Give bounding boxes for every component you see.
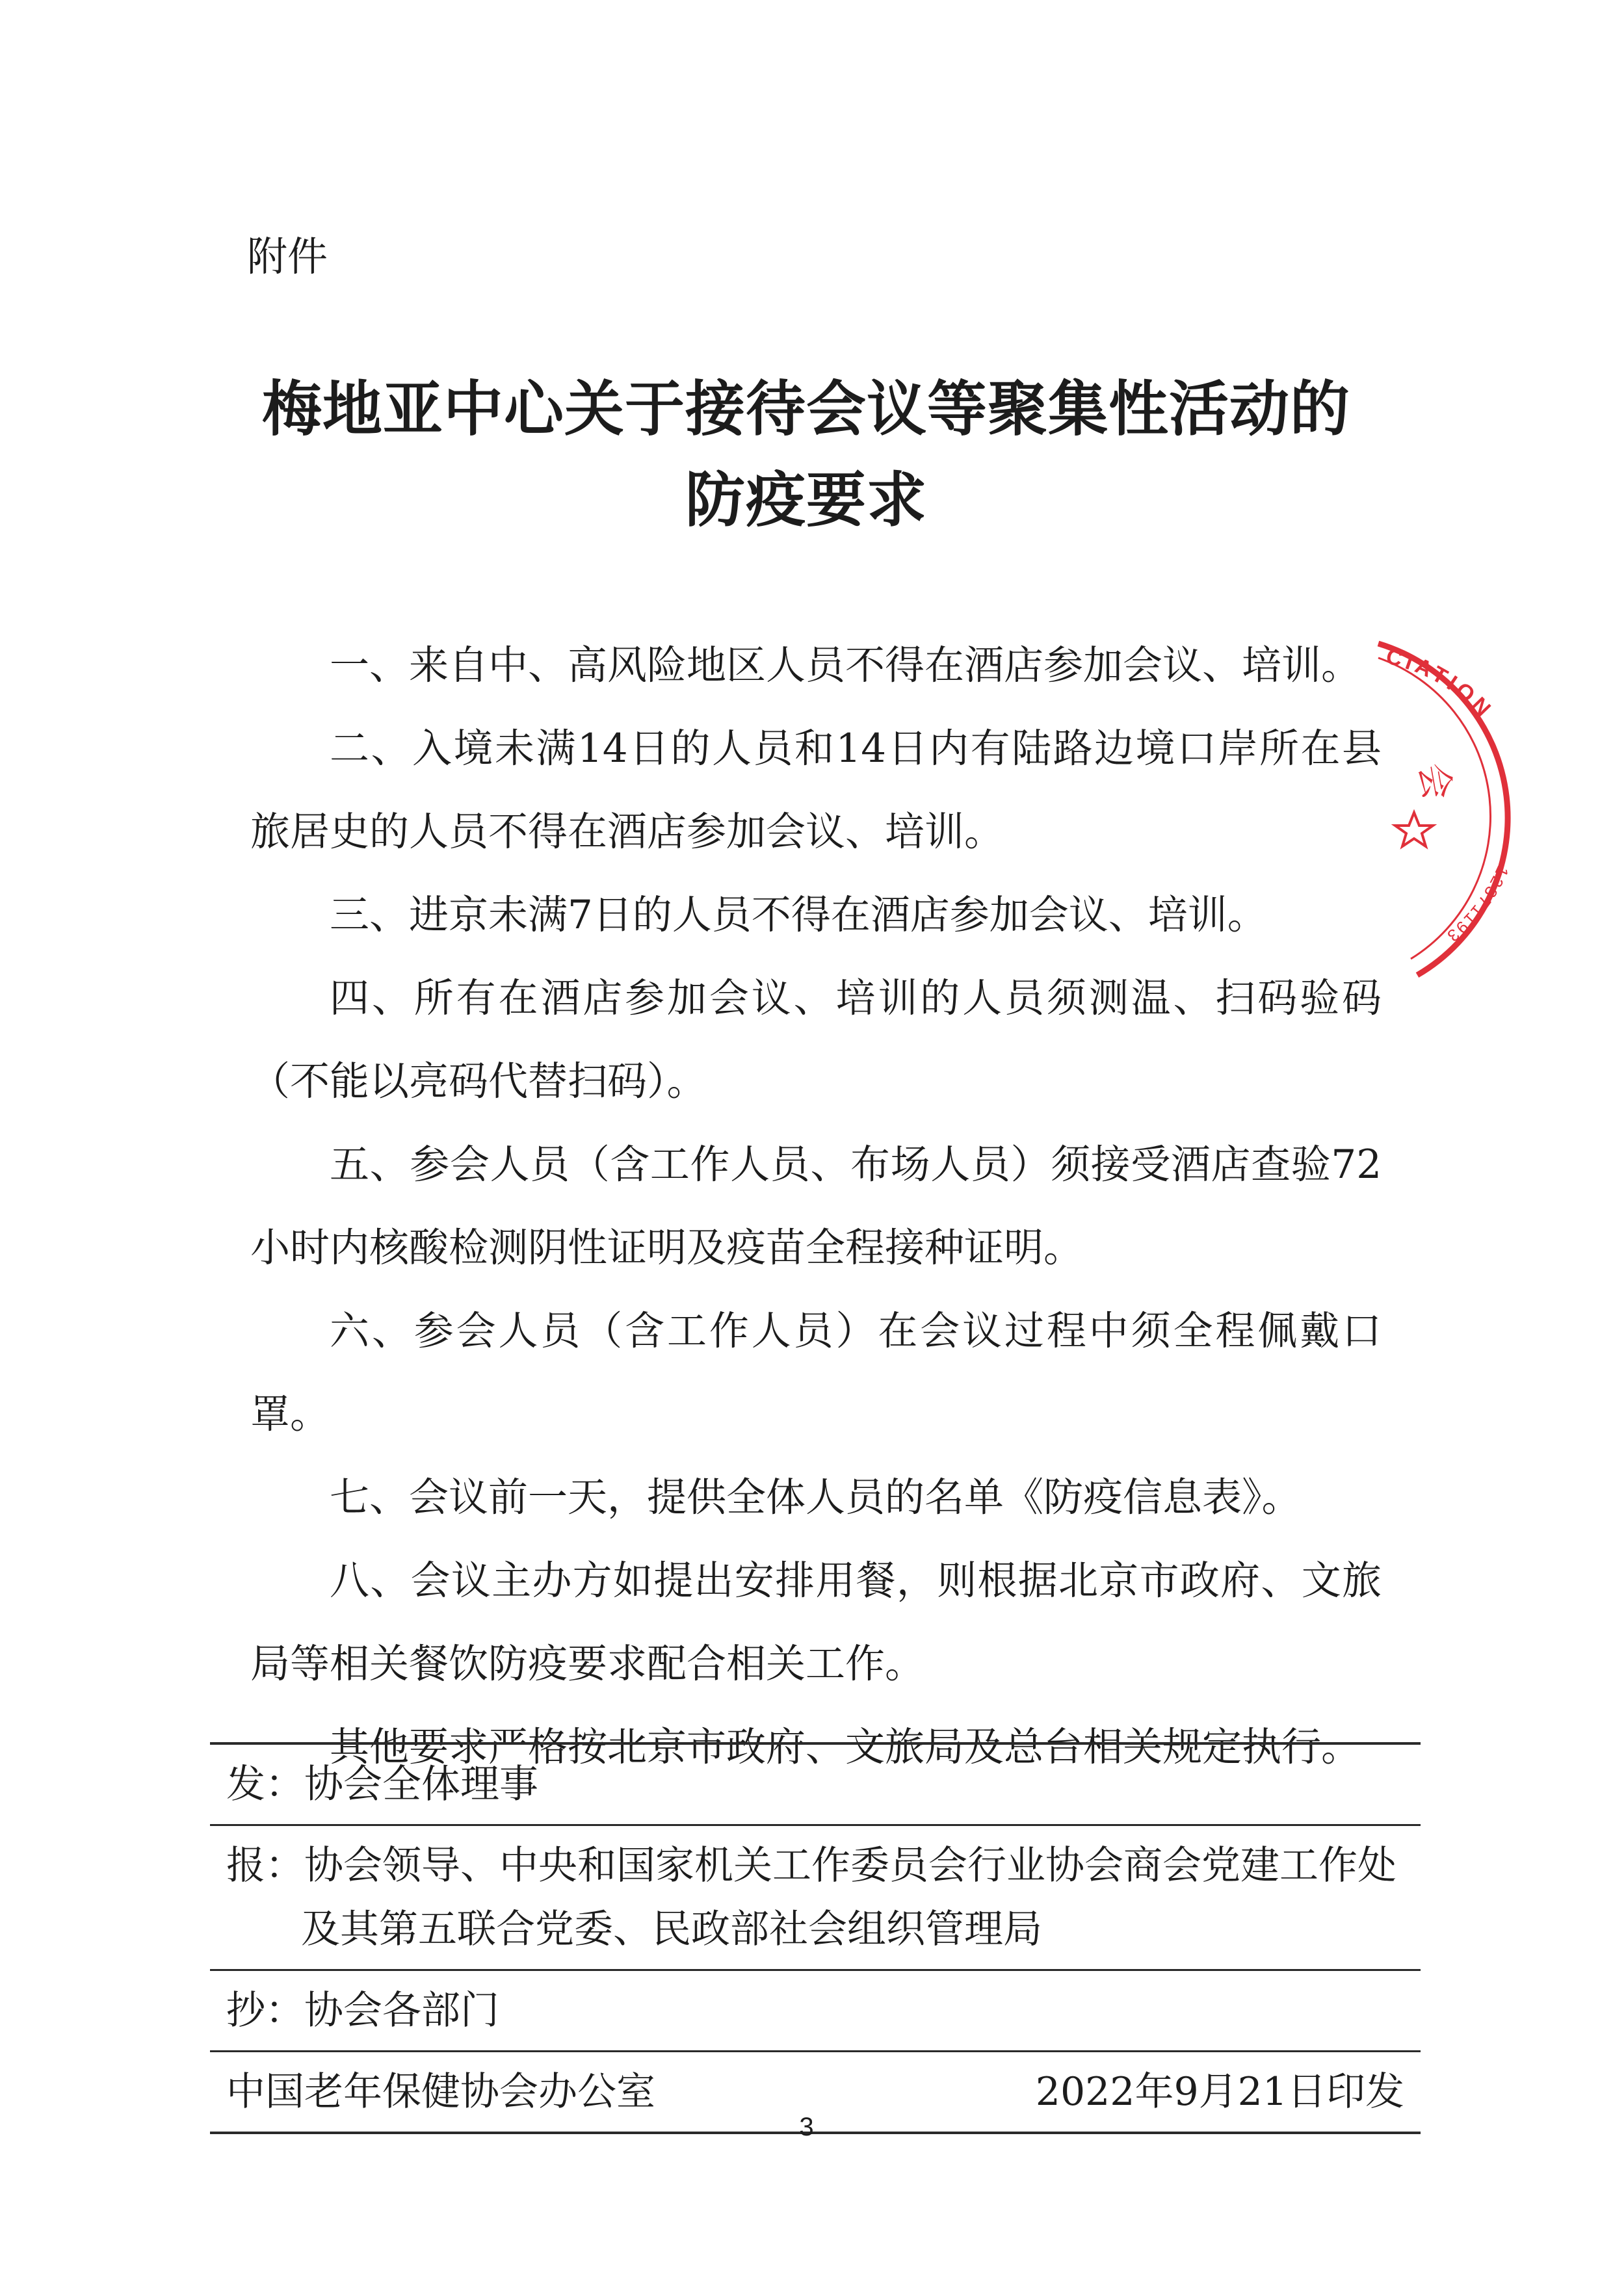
page-number: 3 (799, 2113, 814, 2141)
svg-text:12371193 (1442, 863, 1513, 947)
report-to-line: 报：协会领导、中央和国家机关工作委员会行业协会商会党建工作处及其第五联合党委、民政部社会组织管理局 (226, 1843, 1397, 1952)
paragraph-8: 八、会议主办方如提出安排用餐，则根据北京市政府、文旅局等相关餐饮防疫要求配合相关工作。 (250, 1558, 1382, 1687)
paragraph-1: 一、来自中、高风险地区人员不得在酒店参加会议、培训。 (330, 642, 1361, 688)
paragraph-7: 七、会议前一天，提供全体人员的名单《防疫信息表》。 (330, 1474, 1302, 1520)
document-body (250, 624, 1382, 1789)
paragraph-3: 三、进京未满7日的人员不得在酒店参加会议、培训。 (330, 892, 1267, 938)
send-to-line: 发：协会全体理事 (226, 1762, 538, 1807)
paragraph-4: 四、所有在酒店参加会议、培训的人员须测温、扫码验码（不能以亮码代替扫码）。 (250, 975, 1382, 1104)
distribution-footer (210, 1742, 1421, 2134)
seal-number: 12371193 (1442, 863, 1513, 947)
official-seal-icon (1365, 631, 1560, 982)
document-title-line-2: 防疫要求 (685, 465, 927, 535)
paragraph-2: 二、入境未满14日的人员和14日内有陆路边境口岸所在县旅居史的人员不得在酒店参加会议、培训。 (250, 725, 1382, 855)
copy-to-line: 抄：协会各部门 (226, 1988, 499, 2033)
seal-star-icon (1395, 813, 1433, 846)
issue-date: 2022年9月21日印发 (1035, 2069, 1404, 2115)
paragraph-5: 五、参会人员（含工作人员、布场人员）须接受酒店查验72小时内核酸检测阴性证明及疫苗全程接种证明。 (250, 1141, 1382, 1271)
document-title-line-1: 梅地亚中心关于接待会议等聚集性活动的 (261, 374, 1350, 444)
seal-text: CIATION (1384, 644, 1499, 724)
seal-symbol: 会 (1410, 759, 1459, 803)
paragraph-9: 其他要求严格按北京市政府、文旅局及总台相关规定执行。 (330, 1724, 1361, 1770)
attachment-label: 附件 (247, 233, 328, 280)
svg-text:CIATION (1384, 644, 1498, 724)
paragraph-6: 六、参会人员（含工作人员）在会议过程中须全程佩戴口罩。 (250, 1308, 1382, 1437)
issuer: 中国老年保健协会办公室 (226, 2069, 655, 2115)
